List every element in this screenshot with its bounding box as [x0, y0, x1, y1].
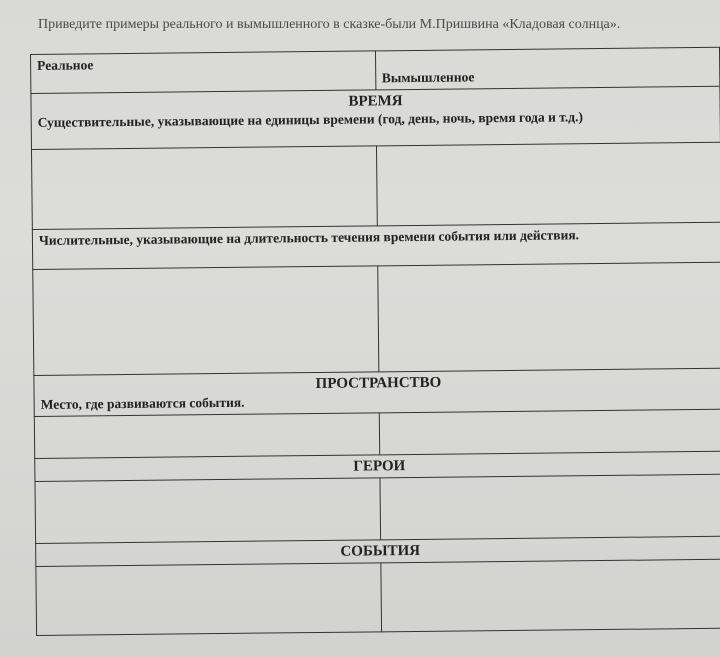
header-real: Реальное [31, 51, 376, 94]
cell-time-duration-fiction[interactable] [377, 262, 720, 372]
header-fiction: Вымышленное [375, 47, 720, 90]
section-space [34, 368, 720, 416]
instruction-text: Приведите примеры реального и вымышленного в сказке-были М.Пришвина «Кладовая солнца». [38, 17, 621, 32]
section-title-space: ПРОСТРАНСТВО [315, 374, 442, 393]
cell-space-real[interactable] [34, 413, 379, 459]
comparison-table [30, 47, 720, 636]
cell-events-fiction[interactable] [380, 559, 720, 632]
cell-heroes-real[interactable] [35, 478, 380, 544]
cell-time-duration-real[interactable] [33, 266, 379, 376]
prompt-space-place: Место, где развиваются события. [40, 394, 245, 412]
cell-space-fiction[interactable] [379, 409, 720, 455]
prompt-time-units: Существительные, указывающие на единицы времени (год, день, ночь, время года и т.д.) [37, 109, 584, 130]
section-title-events: СОБЫТИЯ [36, 536, 720, 566]
cell-time-units-fiction[interactable] [376, 142, 720, 226]
prompt-time-duration: Числительные, указывающие на длительность течения времени события или действия. [32, 222, 720, 269]
cell-events-real[interactable] [36, 563, 381, 636]
cell-heroes-fiction[interactable] [379, 474, 720, 540]
section-title-heroes: ГЕРОИ [35, 451, 720, 481]
section-title-time: ВРЕМЯ [348, 93, 403, 110]
cell-time-units-real[interactable] [32, 146, 377, 230]
section-time [31, 86, 720, 149]
